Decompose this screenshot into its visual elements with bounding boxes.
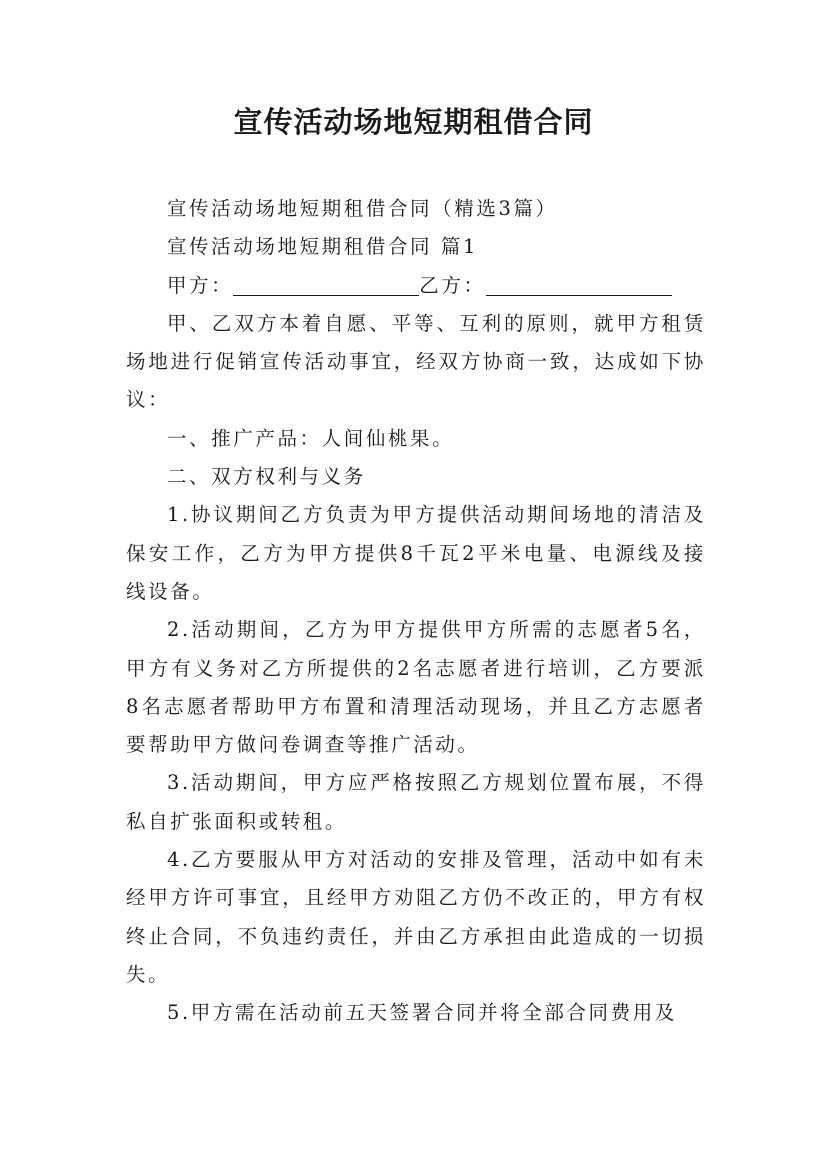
section-heading: 宣传活动场地短期租借合同 篇1 xyxy=(166,235,479,259)
item-rights: 二、双方权利与义务 xyxy=(166,465,366,489)
party-a-label: 甲方： xyxy=(166,273,234,297)
subtitle-line: 宣传活动场地短期租借合同（精选3篇） xyxy=(166,197,558,220)
item-product: 一、推广产品：人间仙桃果。 xyxy=(166,426,455,450)
document-body xyxy=(126,190,706,1033)
clause-3: 3.活动期间，甲方应严格按照乙方规划位置布展，不得私自扩张面积或转租。 xyxy=(126,771,706,833)
intro-paragraph: 甲、乙双方本着自愿、平等、互利的原则，就甲方租赁场地进行促销宣传活动事宜，经双方协商一致，达成如下协议： xyxy=(126,311,706,412)
document-title: 宣传活动场地短期租借合同 xyxy=(233,105,594,139)
parties-line xyxy=(126,267,706,305)
clause-4: 4.乙方要服从甲方对活动的安排及管理，活动中如有未经甲方许可事宜，且经甲方劝阻乙方仍不改正的，甲方有权终止合同，不负违约责任，并由乙方承担由此造成的一切损失。 xyxy=(126,848,706,986)
party-a-blank xyxy=(233,271,419,296)
party-b-blank xyxy=(486,271,672,296)
clause-1: 1.协议期间乙方负责为甲方提供活动期间场地的清洁及保安工作，乙方为甲方提供8千瓦2平米电量、电源线及接线设备。 xyxy=(126,503,706,603)
clause-2: 2.活动期间，乙方为甲方提供甲方所需的志愿者5名，甲方有义务对乙方所提供的2名志愿者进行培训，乙方要派8名志愿者帮助甲方布置和清理活动现场，并且乙方志愿者要帮助甲方做问卷调查等推广活动。 xyxy=(126,618,706,757)
party-b-label: 乙方： xyxy=(419,273,486,297)
clause-5: 5.甲方需在活动前五天签署合同并将全部合同费用及 xyxy=(166,1001,677,1025)
